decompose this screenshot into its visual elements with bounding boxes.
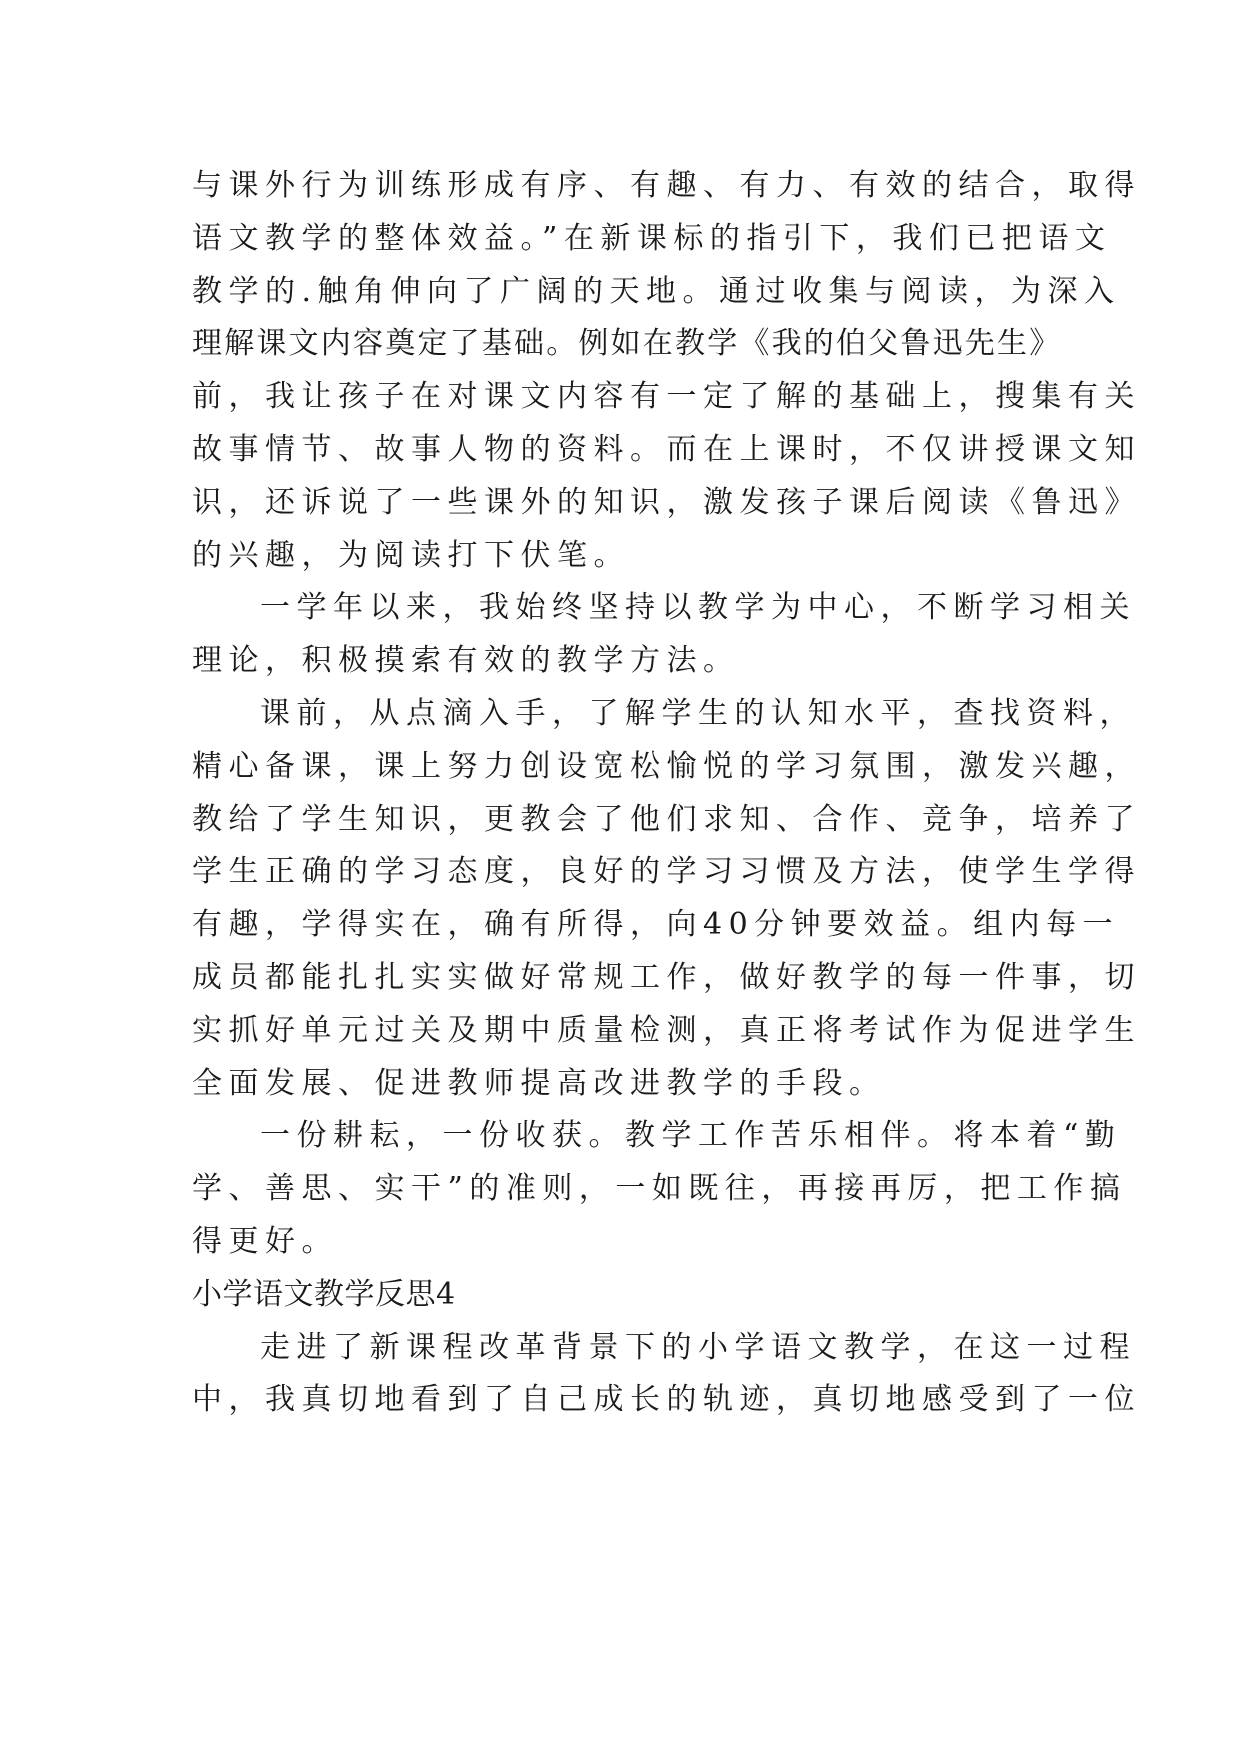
- text-line: 前，我让孩子在对课文内容有一定了解的基础上，搜集有关: [192, 379, 1141, 415]
- section-heading: 小学语文教学反思4: [192, 1276, 456, 1312]
- text-line: 中，我真切地看到了自己成长的轨迹，真切地感受到了一位: [192, 1382, 1141, 1418]
- text-line: 的兴趣，为阅读打下伏笔。: [192, 537, 630, 573]
- text-line: 学生正确的学习态度，良好的学习习惯及方法，使学生学得: [192, 854, 1141, 890]
- paragraph-start-line: 课前，从点滴入手，了解学生的认知水平，查找资料，: [260, 695, 1136, 731]
- text-line: 实抓好单元过关及期中质量检测，真正将考试作为促进学生: [192, 1012, 1141, 1048]
- text-line: 故事情节、故事人物的资料。而在上课时，不仅讲授课文知: [192, 431, 1141, 467]
- paragraph-start-line: 走进了新课程改革背景下的小学语文教学，在这一过程: [260, 1329, 1136, 1365]
- text-line: 有趣，学得实在，确有所得，向40分钟要效益。组内每一: [192, 907, 1120, 943]
- text-line: 精心备课，课上努力创设宽松愉悦的学习氛围，激发兴趣，: [192, 748, 1141, 784]
- text-line: 得更好。: [192, 1223, 338, 1259]
- text-line: 理解课文内容奠定了基础。例如在教学《我的伯父鲁迅先生》: [192, 326, 1062, 362]
- text-line: 识，还诉说了一些课外的知识，激发孩子课后阅读《鲁迅》: [192, 484, 1141, 520]
- text-line: 语文教学的整体效益。”在新课标的指引下，我们已把语文: [192, 220, 1112, 256]
- paragraph-start-line: 一份耕耘，一份收获。教学工作苦乐相伴。将本着“勤: [260, 1118, 1122, 1154]
- text-line: 与课外行为训练形成有序、有趣、有力、有效的结合，取得: [192, 168, 1141, 203]
- text-line: 理论，积极摸索有效的教学方法。: [192, 643, 740, 679]
- document-body: [192, 160, 1141, 1427]
- text-line: 教学的.触角伸向了广阔的天地。通过收集与阅读，为深入: [192, 273, 1121, 309]
- text-line: 成员都能扎扎实实做好常规工作，做好教学的每一件事，切: [192, 959, 1141, 995]
- text-line: 教给了学生知识，更教会了他们求知、合作、竞争，培养了: [192, 801, 1141, 837]
- text-line: 全面发展、促进教师提高改进教学的手段。: [192, 1065, 886, 1101]
- text-line: 学、善思、实干”的准则，一如既往，再接再厉，把工作搞: [192, 1171, 1127, 1207]
- paragraph-start-line: 一学年以来，我始终坚持以教学为中心，不断学习相关: [260, 590, 1136, 626]
